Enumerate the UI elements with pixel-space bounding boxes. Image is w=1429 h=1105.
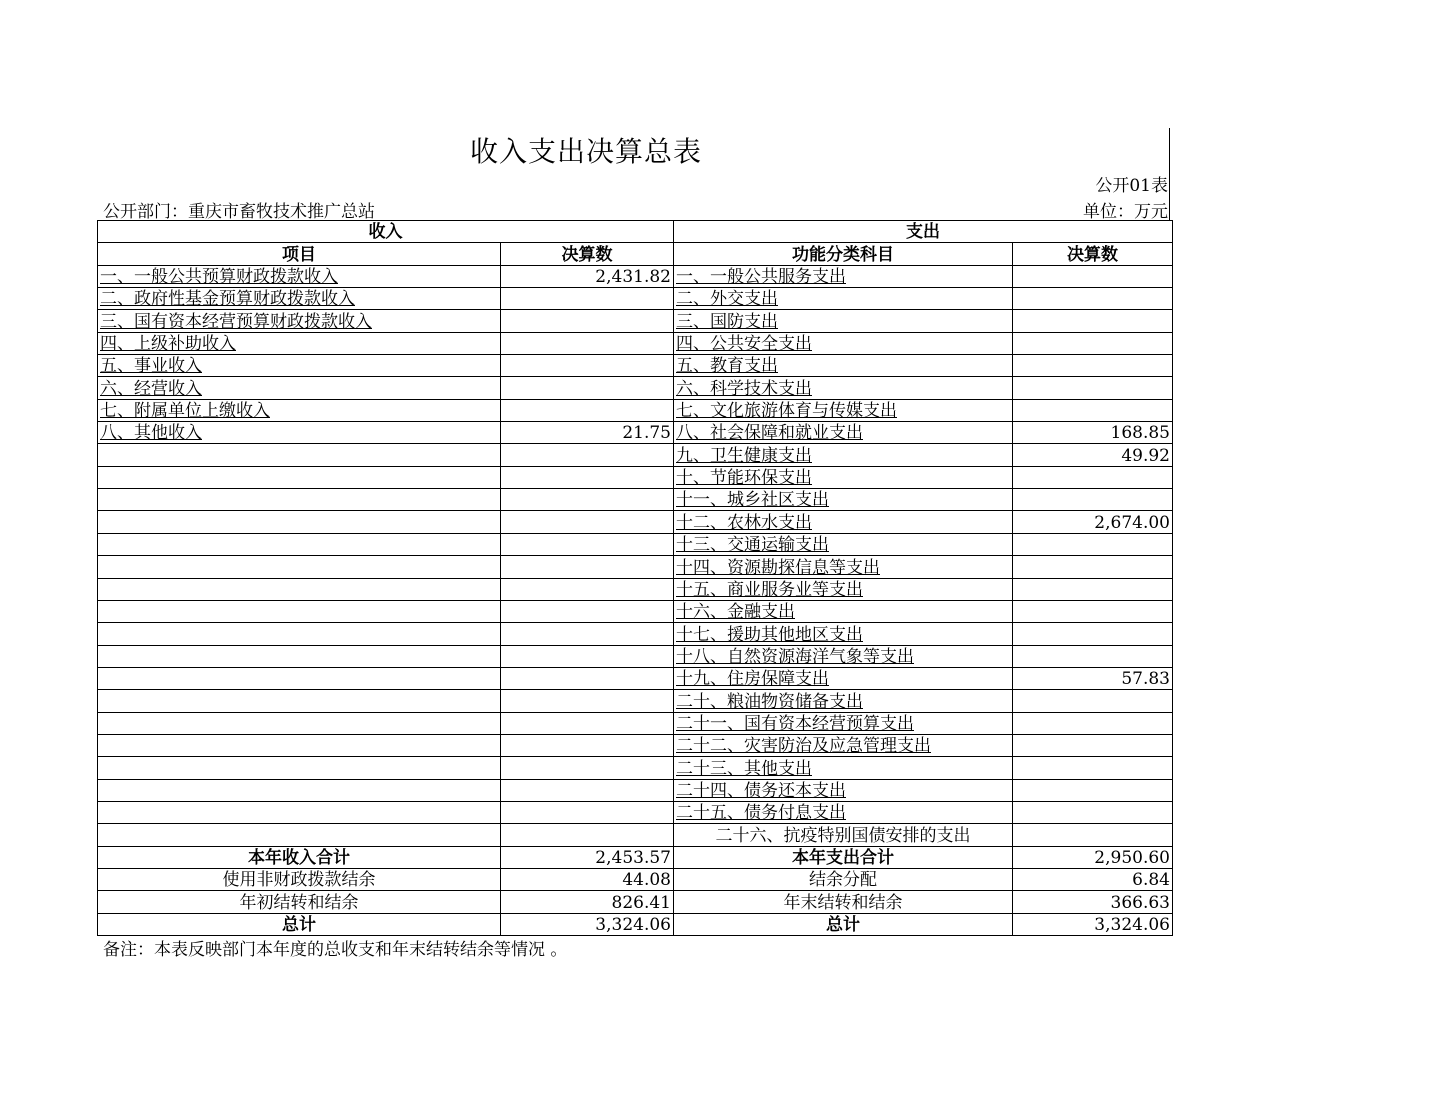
expense-item-cell: 十二、农林水支出 xyxy=(674,511,1013,533)
table-group-header-row xyxy=(98,221,1173,243)
table-body xyxy=(98,221,1173,936)
income-amount-cell xyxy=(501,667,674,689)
income-item-cell xyxy=(98,466,501,488)
expense-amount-cell xyxy=(1013,623,1173,645)
expense-amount-cell xyxy=(1013,489,1173,511)
expense-amount-column-header: 决算数 xyxy=(1013,243,1173,265)
income-amount-cell xyxy=(501,757,674,779)
expense-amount-cell xyxy=(1013,757,1173,779)
expense-amount-cell xyxy=(1013,578,1173,600)
table-row xyxy=(98,690,1173,712)
income-group-header: 收入 xyxy=(98,221,674,243)
table-column-header-row xyxy=(98,243,1173,265)
total-row xyxy=(98,868,1173,890)
income-amount-cell xyxy=(501,489,674,511)
table-row xyxy=(98,645,1173,667)
table-row xyxy=(98,533,1173,555)
income-item-cell xyxy=(98,511,501,533)
table-row xyxy=(98,712,1173,734)
income-total-label: 使用非财政拨款结余 xyxy=(98,868,501,890)
income-amount-cell xyxy=(501,801,674,823)
income-amount-cell xyxy=(501,623,674,645)
expense-amount-cell xyxy=(1013,600,1173,622)
expense-item-cell: 十三、交通运输支出 xyxy=(674,533,1013,555)
income-item-cell xyxy=(98,757,501,779)
income-item-cell xyxy=(98,623,501,645)
expense-amount-cell xyxy=(1013,399,1173,421)
expense-item-cell: 十、节能环保支出 xyxy=(674,466,1013,488)
expense-amount-cell xyxy=(1013,533,1173,555)
income-amount-cell xyxy=(501,600,674,622)
income-item-cell: 七、附属单位上缴收入 xyxy=(98,399,501,421)
expense-amount-cell: 168.85 xyxy=(1013,422,1173,444)
expense-amount-cell xyxy=(1013,466,1173,488)
income-amount-cell xyxy=(501,444,674,466)
income-item-cell: 四、上级补助收入 xyxy=(98,332,501,354)
unit-label: 单位：万元 xyxy=(1083,202,1168,222)
column-border-line xyxy=(1169,128,1170,220)
expense-amount-cell xyxy=(1013,779,1173,801)
expense-total-label: 本年支出合计 xyxy=(674,846,1013,868)
expense-total-amount: 6.84 xyxy=(1013,868,1173,890)
total-row xyxy=(98,846,1173,868)
table-row xyxy=(98,801,1173,823)
expense-amount-cell xyxy=(1013,690,1173,712)
income-amount-cell: 21.75 xyxy=(501,422,674,444)
table-row xyxy=(98,332,1173,354)
footnote: 备注：本表反映部门本年度的总收支和年末结转结余等情况 。 xyxy=(103,940,568,960)
table-row xyxy=(98,623,1173,645)
expense-total-label: 总计 xyxy=(674,913,1013,935)
expense-total-amount: 3,324.06 xyxy=(1013,913,1173,935)
form-number: 公开01表 xyxy=(1095,176,1168,196)
expense-item-cell: 二十一、国有资本经营预算支出 xyxy=(674,712,1013,734)
income-total-label: 总计 xyxy=(98,913,501,935)
expense-item-cell: 十六、金融支出 xyxy=(674,600,1013,622)
expense-total-amount: 2,950.60 xyxy=(1013,846,1173,868)
table-row xyxy=(98,355,1173,377)
income-item-cell xyxy=(98,600,501,622)
item-column-header: 项目 xyxy=(98,243,501,265)
expense-amount-cell xyxy=(1013,801,1173,823)
income-amount-cell xyxy=(501,511,674,533)
total-row xyxy=(98,891,1173,913)
income-item-cell xyxy=(98,444,501,466)
expense-amount-cell xyxy=(1013,556,1173,578)
expense-item-cell: 六、科学技术支出 xyxy=(674,377,1013,399)
table-row xyxy=(98,667,1173,689)
table-row xyxy=(98,824,1173,846)
expense-item-cell: 十九、住房保障支出 xyxy=(674,667,1013,689)
income-item-cell xyxy=(98,824,501,846)
expense-amount-cell xyxy=(1013,645,1173,667)
income-amount-cell xyxy=(501,690,674,712)
income-item-cell xyxy=(98,690,501,712)
expense-item-cell: 十八、自然资源海洋气象等支出 xyxy=(674,645,1013,667)
expense-item-cell: 二、外交支出 xyxy=(674,288,1013,310)
expense-amount-cell: 49.92 xyxy=(1013,444,1173,466)
income-item-cell xyxy=(98,734,501,756)
expense-amount-cell xyxy=(1013,288,1173,310)
income-amount-cell xyxy=(501,310,674,332)
expense-amount-cell xyxy=(1013,712,1173,734)
income-amount-column-header: 决算数 xyxy=(501,243,674,265)
income-item-cell: 一、一般公共预算财政拨款收入 xyxy=(98,265,501,287)
expense-item-cell: 八、社会保障和就业支出 xyxy=(674,422,1013,444)
income-amount-cell xyxy=(501,288,674,310)
expense-item-cell: 二十二、灾害防治及应急管理支出 xyxy=(674,734,1013,756)
expense-item-cell: 十五、商业服务业等支出 xyxy=(674,578,1013,600)
table-row xyxy=(98,466,1173,488)
table-row xyxy=(98,399,1173,421)
income-amount-cell: 2,431.82 xyxy=(501,265,674,287)
expense-item-cell: 二十六、抗疫特别国债安排的支出 xyxy=(674,824,1013,846)
expense-item-cell: 二十五、债务付息支出 xyxy=(674,801,1013,823)
table-row xyxy=(98,310,1173,332)
income-total-amount: 3,324.06 xyxy=(501,913,674,935)
income-item-cell xyxy=(98,533,501,555)
expense-amount-cell xyxy=(1013,734,1173,756)
expense-amount-cell xyxy=(1013,824,1173,846)
category-column-header: 功能分类科目 xyxy=(674,243,1013,265)
expense-item-cell: 一、一般公共服务支出 xyxy=(674,265,1013,287)
income-amount-cell xyxy=(501,332,674,354)
table-row xyxy=(98,265,1173,287)
income-item-cell: 五、事业收入 xyxy=(98,355,501,377)
table-row xyxy=(98,422,1173,444)
income-item-cell: 三、国有资本经营预算财政拨款收入 xyxy=(98,310,501,332)
income-amount-cell xyxy=(501,399,674,421)
expense-item-cell: 十七、援助其他地区支出 xyxy=(674,623,1013,645)
table-row xyxy=(98,757,1173,779)
expense-amount-cell: 2,674.00 xyxy=(1013,511,1173,533)
expense-item-cell: 十四、资源勘探信息等支出 xyxy=(674,556,1013,578)
income-total-label: 年初结转和结余 xyxy=(98,891,501,913)
income-amount-cell xyxy=(501,712,674,734)
income-item-cell: 六、经营收入 xyxy=(98,377,501,399)
income-item-cell xyxy=(98,489,501,511)
income-total-amount: 826.41 xyxy=(501,891,674,913)
expense-item-cell: 二十、粮油物资储备支出 xyxy=(674,690,1013,712)
total-row xyxy=(98,913,1173,935)
expense-item-cell: 九、卫生健康支出 xyxy=(674,444,1013,466)
income-item-cell xyxy=(98,556,501,578)
income-amount-cell xyxy=(501,734,674,756)
income-total-label: 本年收入合计 xyxy=(98,846,501,868)
income-item-cell xyxy=(98,667,501,689)
expense-amount-cell xyxy=(1013,355,1173,377)
expense-total-amount: 366.63 xyxy=(1013,891,1173,913)
budget-table xyxy=(97,220,1173,936)
income-amount-cell xyxy=(501,377,674,399)
page-title: 收入支出决算总表 xyxy=(469,135,702,168)
expense-item-cell: 十一、城乡社区支出 xyxy=(674,489,1013,511)
table-row xyxy=(98,489,1173,511)
income-total-amount: 44.08 xyxy=(501,868,674,890)
income-amount-cell xyxy=(501,533,674,555)
income-item-cell: 八、其他收入 xyxy=(98,422,501,444)
department-label: 公开部门：重庆市畜牧技术推广总站 xyxy=(103,202,375,222)
income-item-cell xyxy=(98,712,501,734)
income-total-amount: 2,453.57 xyxy=(501,846,674,868)
income-amount-cell xyxy=(501,779,674,801)
income-item-cell xyxy=(98,578,501,600)
income-item-cell xyxy=(98,645,501,667)
income-amount-cell xyxy=(501,556,674,578)
expense-amount-cell xyxy=(1013,310,1173,332)
income-amount-cell xyxy=(501,645,674,667)
expense-group-header: 支出 xyxy=(674,221,1173,243)
expense-item-cell: 五、教育支出 xyxy=(674,355,1013,377)
expense-item-cell: 二十四、债务还本支出 xyxy=(674,779,1013,801)
table-row xyxy=(98,511,1173,533)
expense-amount-cell xyxy=(1013,265,1173,287)
income-item-cell: 二、政府性基金预算财政拨款收入 xyxy=(98,288,501,310)
expense-item-cell: 二十三、其他支出 xyxy=(674,757,1013,779)
expense-total-label: 年末结转和结余 xyxy=(674,891,1013,913)
expense-item-cell: 四、公共安全支出 xyxy=(674,332,1013,354)
expense-amount-cell: 57.83 xyxy=(1013,667,1173,689)
expense-amount-cell xyxy=(1013,377,1173,399)
income-item-cell xyxy=(98,801,501,823)
expense-item-cell: 七、文化旅游体育与传媒支出 xyxy=(674,399,1013,421)
table-row xyxy=(98,556,1173,578)
table-row xyxy=(98,444,1173,466)
table-row xyxy=(98,734,1173,756)
income-amount-cell xyxy=(501,355,674,377)
table-row xyxy=(98,578,1173,600)
table-row xyxy=(98,600,1173,622)
income-amount-cell xyxy=(501,824,674,846)
income-amount-cell xyxy=(501,578,674,600)
income-amount-cell xyxy=(501,466,674,488)
table-row xyxy=(98,377,1173,399)
table-row xyxy=(98,288,1173,310)
table-row xyxy=(98,779,1173,801)
income-item-cell xyxy=(98,779,501,801)
expense-total-label: 结余分配 xyxy=(674,868,1013,890)
expense-item-cell: 三、国防支出 xyxy=(674,310,1013,332)
expense-amount-cell xyxy=(1013,332,1173,354)
